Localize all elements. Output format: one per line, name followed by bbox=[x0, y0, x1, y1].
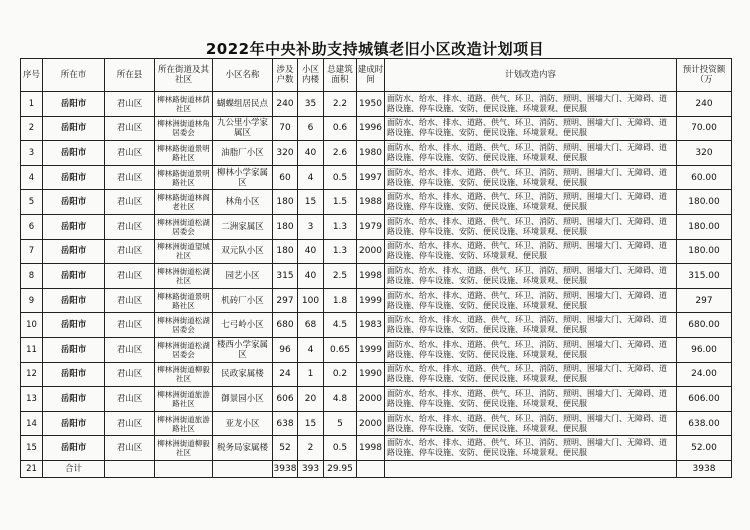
header-area: 总建筑面积 bbox=[324, 59, 357, 92]
cell-area: 4.8 bbox=[324, 387, 357, 412]
cell-county: 君山区 bbox=[105, 214, 155, 239]
cell-buildings: 15 bbox=[298, 411, 324, 436]
cell-area: 0.2 bbox=[324, 362, 357, 387]
cell-households: 180 bbox=[273, 214, 298, 239]
cell-investment: 60.00 bbox=[677, 165, 732, 190]
cell-buildings: 15 bbox=[298, 190, 324, 215]
total-area: 29.95 bbox=[324, 460, 357, 477]
cell-households: 52 bbox=[273, 436, 298, 461]
cell-content bbox=[385, 264, 677, 289]
table-body bbox=[21, 92, 732, 461]
table-row bbox=[21, 214, 732, 239]
cell-name: 税务局家属楼 bbox=[213, 436, 273, 461]
cell-investment: 96.00 bbox=[677, 337, 732, 362]
cell-county: 君山区 bbox=[105, 116, 155, 141]
total-households: 3938 bbox=[273, 460, 298, 477]
cell-name: 林角小区 bbox=[213, 190, 273, 215]
cell-city: 岳阳市 bbox=[43, 141, 105, 166]
cell-buildings: 4 bbox=[298, 337, 324, 362]
cell-buildings: 68 bbox=[298, 313, 324, 338]
cell-name: 园艺小区 bbox=[213, 264, 273, 289]
cell-name: 民政家属楼 bbox=[213, 362, 273, 387]
cell-buildings: 40 bbox=[298, 264, 324, 289]
cell-households: 680 bbox=[273, 313, 298, 338]
header-name: 小区名称 bbox=[213, 59, 273, 92]
cell-county: 君山区 bbox=[105, 436, 155, 461]
cell-households: 24 bbox=[273, 362, 298, 387]
cell-year: 1997 bbox=[357, 165, 385, 190]
cell-year: 1988 bbox=[357, 190, 385, 215]
cell-city: 岳阳市 bbox=[43, 264, 105, 289]
cell-content bbox=[385, 165, 677, 190]
cell-content bbox=[385, 411, 677, 436]
cell-area: 2.6 bbox=[324, 141, 357, 166]
cell-content bbox=[385, 239, 677, 264]
cell-seq: 8 bbox=[21, 264, 43, 289]
content-text: 面防水、给水、排水、道路、供气、环卫、消防、照明、围墙大门、无障碍、道路设施、停车设施、安防、便民设施、环境景观、便民服 bbox=[387, 290, 667, 310]
cell-buildings: 35 bbox=[298, 92, 324, 117]
cell-county: 君山区 bbox=[105, 165, 155, 190]
cell-street: 柳林路街道林荫社区 bbox=[155, 92, 213, 117]
cell-city: 岳阳市 bbox=[43, 92, 105, 117]
cell-county: 君山区 bbox=[105, 411, 155, 436]
table-row bbox=[21, 190, 732, 215]
cell-name: 油脂厂小区 bbox=[213, 141, 273, 166]
table-row bbox=[21, 362, 732, 387]
content-text: 面防水、给水、排水、道路、供气、环卫、消防、照明、围墙大门、无障碍、道路设施、停车设施、安防、便民设施、环境景观、便民服 bbox=[387, 388, 667, 408]
cell-buildings: 1 bbox=[298, 362, 324, 387]
header-year: 建成时间 bbox=[357, 59, 385, 92]
header-households: 涉及户数 bbox=[273, 59, 298, 92]
table-row bbox=[21, 436, 732, 461]
cell-area: 1.5 bbox=[324, 190, 357, 215]
cell-name: 七弓岭小区 bbox=[213, 313, 273, 338]
table-row bbox=[21, 387, 732, 412]
total-row bbox=[21, 460, 732, 477]
cell-year: 1983 bbox=[357, 313, 385, 338]
cell-street: 柳林路街道景明路社区 bbox=[155, 288, 213, 313]
cell-content bbox=[385, 214, 677, 239]
cell-county: 君山区 bbox=[105, 190, 155, 215]
cell-investment: 70.00 bbox=[677, 116, 732, 141]
cell-street: 柳林路街道景明路社区 bbox=[155, 165, 213, 190]
table-row bbox=[21, 288, 732, 313]
cell-name: 机砖厂小区 bbox=[213, 288, 273, 313]
cell-investment: 24.00 bbox=[677, 362, 732, 387]
cell-households: 60 bbox=[273, 165, 298, 190]
content-text: 面防水、给水、排水、道路、供气、环卫、消防、照明、围墙大门、无障碍、道路设施、停车设施、安防、便民设施、环境景观、便民服 bbox=[387, 413, 667, 433]
cell-county: 君山区 bbox=[105, 239, 155, 264]
content-text: 面防水、给水、排水、道路、供气、环卫、消防、照明、围墙大门、无障碍、道路设施、停车设施、安防、便民设施、环境景观、便民服 bbox=[387, 167, 667, 187]
cell-households: 606 bbox=[273, 387, 298, 412]
cell-year: 1979 bbox=[357, 214, 385, 239]
cell-area: 2.2 bbox=[324, 92, 357, 117]
cell-county: 君山区 bbox=[105, 141, 155, 166]
table-row bbox=[21, 337, 732, 362]
cell-investment: 180.00 bbox=[677, 190, 732, 215]
cell-buildings: 100 bbox=[298, 288, 324, 313]
cell-county: 君山区 bbox=[105, 337, 155, 362]
cell-city: 岳阳市 bbox=[43, 239, 105, 264]
cell-buildings: 3 bbox=[298, 214, 324, 239]
cell-area: 1.3 bbox=[324, 239, 357, 264]
cell-content bbox=[385, 436, 677, 461]
content-text: 面防水、给水、排水、道路、供气、环卫、消防、照明、围墙大门、无障碍、道路设施、停车设施、安防、便民设施、环境景观、便民服 bbox=[387, 315, 667, 335]
cell-name: 楼西小学家属区 bbox=[213, 337, 273, 362]
cell-content bbox=[385, 288, 677, 313]
cell-street: 柳林洲街道松湖社区 bbox=[155, 264, 213, 289]
cell-seq: 7 bbox=[21, 239, 43, 264]
header-city: 所在市 bbox=[43, 59, 105, 92]
header-investment: 预计投资额（万 bbox=[677, 59, 732, 92]
cell-buildings: 40 bbox=[298, 141, 324, 166]
cell-investment: 52.00 bbox=[677, 436, 732, 461]
content-text: 面防水、给水、排水、道路、供气、环卫、消防、照明、围墙大门、无障碍、道路设施、停车设施、安防、便民设施、环境景观、便民服 bbox=[387, 339, 667, 359]
total-investment: 3938 bbox=[677, 460, 732, 477]
cell-year: 2000 bbox=[357, 387, 385, 412]
cell-name: 御景园小区 bbox=[213, 387, 273, 412]
cell-county: 君山区 bbox=[105, 92, 155, 117]
cell-city: 岳阳市 bbox=[43, 387, 105, 412]
cell-seq: 11 bbox=[21, 337, 43, 362]
cell-year: 1998 bbox=[357, 436, 385, 461]
cell-content bbox=[385, 313, 677, 338]
cell-city: 岳阳市 bbox=[43, 190, 105, 215]
content-text: 面防水、给水、排水、道路、供气、环卫、消防、照明、围墙大门、无障碍、道路设施、停车设施、安防、便民设施、环境景观、便民服 bbox=[387, 192, 667, 212]
header-street: 所在街道及其社区 bbox=[155, 59, 213, 92]
cell-buildings: 40 bbox=[298, 239, 324, 264]
cell-name: 柳林小学家属区 bbox=[213, 165, 273, 190]
table-row bbox=[21, 141, 732, 166]
cell-name: 亚龙小区 bbox=[213, 411, 273, 436]
cell-seq: 13 bbox=[21, 387, 43, 412]
cell-county: 君山区 bbox=[105, 362, 155, 387]
cell-year: 1999 bbox=[357, 288, 385, 313]
cell-seq: 1 bbox=[21, 92, 43, 117]
cell-seq: 3 bbox=[21, 141, 43, 166]
header-buildings: 小区内楼 bbox=[298, 59, 324, 92]
cell-households: 70 bbox=[273, 116, 298, 141]
cell-investment: 638.00 bbox=[677, 411, 732, 436]
cell-city: 岳阳市 bbox=[43, 288, 105, 313]
cell-households: 180 bbox=[273, 190, 298, 215]
content-text: 面防水、给水、排水、道路、供气、环卫、消防、照明、围墙大门、无障碍、道路设施、停车设施、安防、环境景观、便民服 bbox=[387, 241, 667, 261]
table-row bbox=[21, 411, 732, 436]
cell-city: 岳阳市 bbox=[43, 436, 105, 461]
table-row bbox=[21, 165, 732, 190]
cell-county: 君山区 bbox=[105, 288, 155, 313]
cell-area: 5 bbox=[324, 411, 357, 436]
cell-seq: 4 bbox=[21, 165, 43, 190]
content-text: 面防水、给水、排水、道路、供气、环卫、消防、照明、围墙大门、无障碍、道路设施、停车设施、安防、便民设施、环境景观、便民服 bbox=[387, 93, 667, 113]
cell-name: 二洲家属区 bbox=[213, 214, 273, 239]
cell-city: 岳阳市 bbox=[43, 313, 105, 338]
cell-content bbox=[385, 337, 677, 362]
cell-city: 岳阳市 bbox=[43, 337, 105, 362]
total-buildings: 393 bbox=[298, 460, 324, 477]
cell-investment: 606.00 bbox=[677, 387, 732, 412]
cell-investment: 180.00 bbox=[677, 239, 732, 264]
header-row bbox=[21, 59, 732, 92]
cell-year: 1996 bbox=[357, 116, 385, 141]
cell-buildings: 4 bbox=[298, 165, 324, 190]
cell-buildings: 2 bbox=[298, 436, 324, 461]
total-seq: 21 bbox=[21, 460, 43, 477]
cell-households: 297 bbox=[273, 288, 298, 313]
cell-name: 九公里小学家属区 bbox=[213, 116, 273, 141]
cell-area: 0.5 bbox=[324, 436, 357, 461]
cell-investment: 240 bbox=[677, 92, 732, 117]
cell-year: 1990 bbox=[357, 362, 385, 387]
cell-content bbox=[385, 362, 677, 387]
cell-households: 320 bbox=[273, 141, 298, 166]
table-row bbox=[21, 264, 732, 289]
cell-content bbox=[385, 190, 677, 215]
table-row bbox=[21, 313, 732, 338]
header-content: 计划改造内容 bbox=[385, 59, 677, 92]
cell-street: 柳林洲街道松湖居委会 bbox=[155, 337, 213, 362]
cell-year: 2000 bbox=[357, 411, 385, 436]
content-text: 面防水、给水、排水、道路、供气、环卫、消防、照明、围墙大门、无障碍、道路设施、停车设施、安防、便民设施、环境景观、便民服 bbox=[387, 118, 667, 138]
cell-seq: 2 bbox=[21, 116, 43, 141]
cell-area: 0.6 bbox=[324, 116, 357, 141]
document-title: 2022年中央补助支持城镇老旧小区改造计划项目 bbox=[205, 40, 545, 58]
cell-name: 蝴蝶组居民点 bbox=[213, 92, 273, 117]
cell-county: 君山区 bbox=[105, 313, 155, 338]
cell-content bbox=[385, 116, 677, 141]
content-text: 面防水、给水、排水、道路、供气、环卫、消防、照明、围墙大门、无障碍、道路设施、停车设施、安防、便民设施、环境景观、便民服 bbox=[387, 438, 667, 458]
content-text: 面防水、给水、排水、道路、供气、环卫、消防、照明、围墙大门、无障碍、道路设施、停车设施、安防、便民设施、环境景观、便民服 bbox=[387, 265, 667, 285]
cell-city: 岳阳市 bbox=[43, 214, 105, 239]
cell-street: 柳林洲街道柳毅社区 bbox=[155, 436, 213, 461]
cell-area: 2.5 bbox=[324, 264, 357, 289]
cell-buildings: 6 bbox=[298, 116, 324, 141]
content-text: 面防水、给水、排水、道路、供气、环卫、消防、照明、围墙大门、无障碍、道路设施、停车设施、安防、便民设施、环境景观、便民服 bbox=[387, 364, 667, 384]
cell-content bbox=[385, 141, 677, 166]
header-county: 所在县 bbox=[105, 59, 155, 92]
content-text: 面防水、给水、排水、道路、供气、环卫、消防、照明、围墙大门、无障碍、道路设施、停车设施、安防、便民设施、环境景观、便民服 bbox=[387, 216, 667, 236]
cell-city: 岳阳市 bbox=[43, 411, 105, 436]
cell-buildings: 20 bbox=[298, 387, 324, 412]
cell-seq: 5 bbox=[21, 190, 43, 215]
cell-area: 1.3 bbox=[324, 214, 357, 239]
cell-seq: 6 bbox=[21, 214, 43, 239]
cell-county: 君山区 bbox=[105, 387, 155, 412]
cell-content bbox=[385, 387, 677, 412]
header-seq: 序号 bbox=[21, 59, 43, 92]
cell-investment: 180.00 bbox=[677, 214, 732, 239]
cell-area: 4.5 bbox=[324, 313, 357, 338]
content-text: 面防水、给水、排水、道路、供气、环卫、消防、照明、围墙大门、无障碍、道路设施、停车设施、安防、便民设施、环境景观、便民服 bbox=[387, 142, 667, 162]
total-label: 合计 bbox=[43, 460, 105, 477]
cell-year: 1950 bbox=[357, 92, 385, 117]
cell-area: 1.8 bbox=[324, 288, 357, 313]
cell-year: 1980 bbox=[357, 141, 385, 166]
cell-name: 双元队小区 bbox=[213, 239, 273, 264]
cell-street: 柳林洲街道柳毅社区 bbox=[155, 362, 213, 387]
cell-seq: 15 bbox=[21, 436, 43, 461]
cell-area: 0.65 bbox=[324, 337, 357, 362]
cell-seq: 12 bbox=[21, 362, 43, 387]
cell-households: 240 bbox=[273, 92, 298, 117]
cell-seq: 9 bbox=[21, 288, 43, 313]
cell-city: 岳阳市 bbox=[43, 116, 105, 141]
project-table bbox=[20, 58, 732, 478]
cell-city: 岳阳市 bbox=[43, 362, 105, 387]
cell-content bbox=[385, 92, 677, 117]
cell-street: 柳林路街道景明路社区 bbox=[155, 141, 213, 166]
table-row bbox=[21, 92, 732, 117]
cell-seq: 14 bbox=[21, 411, 43, 436]
table-row bbox=[21, 239, 732, 264]
cell-year: 2000 bbox=[357, 239, 385, 264]
cell-households: 180 bbox=[273, 239, 298, 264]
cell-year: 1998 bbox=[357, 264, 385, 289]
cell-investment: 315.00 bbox=[677, 264, 732, 289]
cell-street: 柳林洲街道旅游路社区 bbox=[155, 411, 213, 436]
cell-seq: 10 bbox=[21, 313, 43, 338]
cell-households: 96 bbox=[273, 337, 298, 362]
cell-street: 柳林路街道林阁老社区 bbox=[155, 190, 213, 215]
cell-households: 638 bbox=[273, 411, 298, 436]
cell-county: 君山区 bbox=[105, 264, 155, 289]
cell-street: 柳林洲街道林角居委会 bbox=[155, 116, 213, 141]
cell-street: 柳林洲街道旅游路社区 bbox=[155, 387, 213, 412]
cell-street: 柳林洲街道松湖居委会 bbox=[155, 214, 213, 239]
table-row bbox=[21, 116, 732, 141]
cell-street: 柳林洲街道望城社区 bbox=[155, 239, 213, 264]
cell-investment: 297 bbox=[677, 288, 732, 313]
cell-year: 1999 bbox=[357, 337, 385, 362]
cell-households: 315 bbox=[273, 264, 298, 289]
cell-investment: 320 bbox=[677, 141, 732, 166]
cell-area: 0.5 bbox=[324, 165, 357, 190]
cell-investment: 680.00 bbox=[677, 313, 732, 338]
cell-city: 岳阳市 bbox=[43, 165, 105, 190]
cell-street: 柳林洲街道松湖居委会 bbox=[155, 313, 213, 338]
